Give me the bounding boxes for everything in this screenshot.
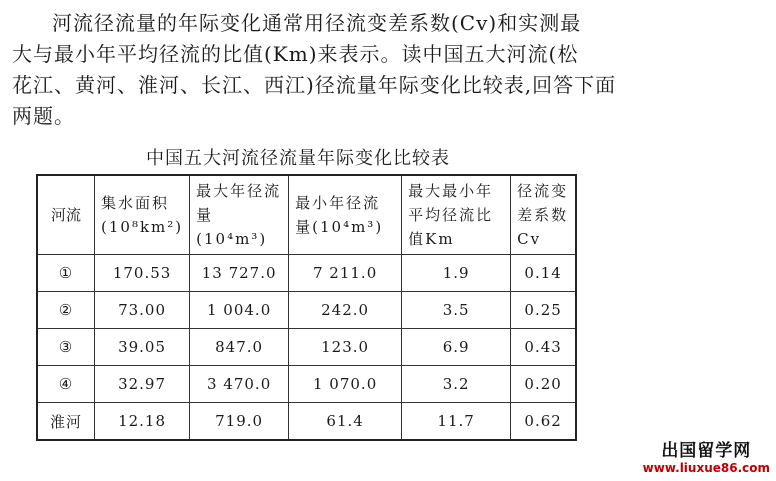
cell-cv: 0.62 (511, 403, 577, 441)
cell-area: 73.00 (95, 292, 190, 329)
cell-min: 61.4 (289, 403, 402, 441)
cell-river: ④ (37, 366, 95, 403)
cell-km: 1.9 (402, 255, 511, 292)
cell-river: ① (37, 255, 95, 292)
cell-min: 242.0 (289, 292, 402, 329)
intro-line-2: 大与最小年平均径流的比值(Km)来表示。读中国五大河流(松 (12, 42, 579, 66)
cell-cv: 0.14 (511, 255, 577, 292)
header-max-annual-runoff: 最大年径流量(10⁴m³) (190, 175, 289, 255)
table-row (37, 366, 576, 403)
intro-line-3: 花江、黄河、淮河、长江、西江)径流量年际变化比较表,回答下面 (12, 73, 617, 97)
watermark-url: www.liuxue86.com (642, 461, 770, 475)
header-river: 河流 (37, 175, 95, 255)
table-row (37, 292, 576, 329)
cell-min: 7 211.0 (289, 255, 402, 292)
cell-area: 12.18 (95, 403, 190, 441)
intro-line-1: 河流径流量的年际变化通常用径流变差系数(Cv)和实测最 (52, 11, 582, 35)
table-title: 中国五大河流径流量年际变化比较表 (146, 148, 450, 169)
header-catchment-area: 集水面积(10⁸km²) (95, 175, 190, 255)
cell-km: 3.2 (402, 366, 511, 403)
table-header-row (37, 175, 576, 255)
cell-cv: 0.25 (511, 292, 577, 329)
cell-cv: 0.43 (511, 329, 577, 366)
cell-area: 32.97 (95, 366, 190, 403)
cell-area: 39.05 (95, 329, 190, 366)
table-row (37, 403, 576, 441)
header-cv: 径流变差系数Cv (511, 175, 577, 255)
cell-km: 11.7 (402, 403, 511, 441)
cell-max: 719.0 (190, 403, 289, 441)
watermark-title: 出国留学网 (661, 441, 752, 461)
question-intro (12, 8, 617, 132)
cell-min: 123.0 (289, 329, 402, 366)
cell-max: 847.0 (190, 329, 289, 366)
cell-min: 1 070.0 (289, 366, 402, 403)
cell-max: 13 727.0 (190, 255, 289, 292)
cell-max: 3 470.0 (190, 366, 289, 403)
cell-river: ② (37, 292, 95, 329)
table-row (37, 255, 576, 292)
header-km-ratio: 最大最小年平均径流比值Km (402, 175, 511, 255)
site-watermark (643, 436, 770, 475)
intro-line-4: 两题。 (12, 104, 75, 128)
cell-area: 170.53 (95, 255, 190, 292)
header-min-annual-runoff: 最小年径流量(10⁴m³) (289, 175, 402, 255)
cell-river: 淮河 (37, 403, 95, 441)
cell-cv: 0.20 (511, 366, 577, 403)
cell-max: 1 004.0 (190, 292, 289, 329)
cell-km: 6.9 (402, 329, 511, 366)
table-row (37, 329, 576, 366)
cell-river: ③ (37, 329, 95, 366)
cell-km: 3.5 (402, 292, 511, 329)
runoff-comparison-table (36, 174, 577, 441)
